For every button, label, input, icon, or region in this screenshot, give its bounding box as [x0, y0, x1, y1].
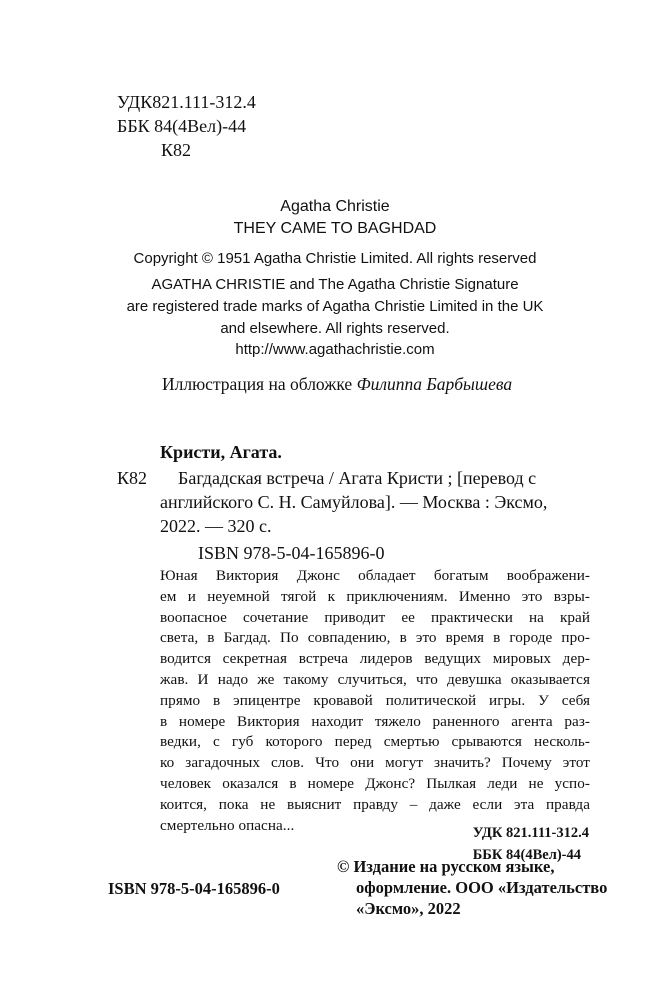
classification-codes: [117, 90, 256, 162]
record-line-2: английского С. Н. Самуйлова]. — Москва : Эксмо,: [160, 492, 548, 512]
annotation-line: света, в Багдад. По совпадению, в это время в городе про-: [160, 629, 590, 647]
annotation-line: Юная Виктория Джонс обладает богатым воображени-: [160, 567, 590, 584]
publisher-note-line: оформление. ООО «Издательство: [356, 878, 608, 897]
copyright-line: Copyright © 1951 Agatha Christie Limited. All rights reserved: [133, 250, 537, 267]
bbk-code: ББК 84(4Вел)-44: [117, 116, 247, 136]
annotation-line: коится, пока не выяснит правду – даже если эта правда: [160, 795, 590, 813]
footer-udk: УДК 821.111-312.4: [472, 825, 589, 841]
annotation-paragraph: [160, 566, 590, 836]
record-heading: Кристи, Агата.: [160, 442, 282, 462]
annotation-line: человек оказался в номере Джонс? Пылкая леди не успо-: [160, 774, 590, 792]
annotation-line: ко загадочных слов. Что они могут значить? Почему этот: [160, 754, 590, 772]
annotation-line: в номере Виктория находит тяжело раненного агента раз-: [160, 712, 590, 730]
record-line-3: 2022. — 320 с.: [160, 516, 272, 536]
author-mark: К82: [161, 140, 192, 160]
footer-bbk: ББК 84(4Вел)-44: [472, 847, 582, 863]
record-line-1: Багдадская встреча / Агата Кристи ; [перевод с: [178, 468, 537, 488]
publisher-note: [337, 856, 607, 919]
annotation-line: жав. И надо же такому случиться, что девушка оказывается: [160, 670, 590, 688]
annotation-line: смертельно опасна...: [160, 816, 295, 834]
website-link: http://www.agathachristie.com: [235, 341, 435, 358]
footer-isbn: ISBN 978-5-04-165896-0: [108, 879, 280, 898]
illustration-credit: [162, 374, 512, 395]
original-title: THEY CAME TO BAGHDAD: [233, 220, 437, 237]
annotation-line: ведки, с губ которого перед смертью срываются несколь-: [160, 733, 590, 751]
original-author: Agatha Christie: [280, 198, 390, 215]
publisher-note-line: «Эксмо», 2022: [356, 899, 461, 918]
udk-code: УДК821.111-312.4: [117, 92, 256, 112]
trademark-line-3: and elsewhere. All rights reserved.: [220, 320, 450, 337]
illustration-artist: Филиппа Барбышева: [356, 374, 513, 394]
annotation-line: водится секретная встреча лидеров ведущих мировых дер-: [160, 650, 590, 668]
illustration-prefix: Иллюстрация на обложке: [162, 374, 357, 394]
trademark-line-2: are registered trade marks of Agatha Christie Limited in the UK: [126, 298, 544, 315]
annotation-line: воопасное сочетание приводит ее практически на край: [160, 608, 590, 626]
trademark-line-1: AGATHA CHRISTIE and The Agatha Christie Signature: [151, 276, 519, 293]
publisher-note-line: © Издание на русском языке,: [337, 857, 555, 876]
record-isbn: ISBN 978-5-04-165896-0: [198, 543, 385, 563]
annotation-line: прямо в эпицентре кровавой политической игры. У себя: [160, 691, 590, 709]
record-mark: К82: [117, 468, 148, 488]
annotation-line: ем и неуемной тягой к приключениям. Именно это взры-: [160, 587, 590, 605]
